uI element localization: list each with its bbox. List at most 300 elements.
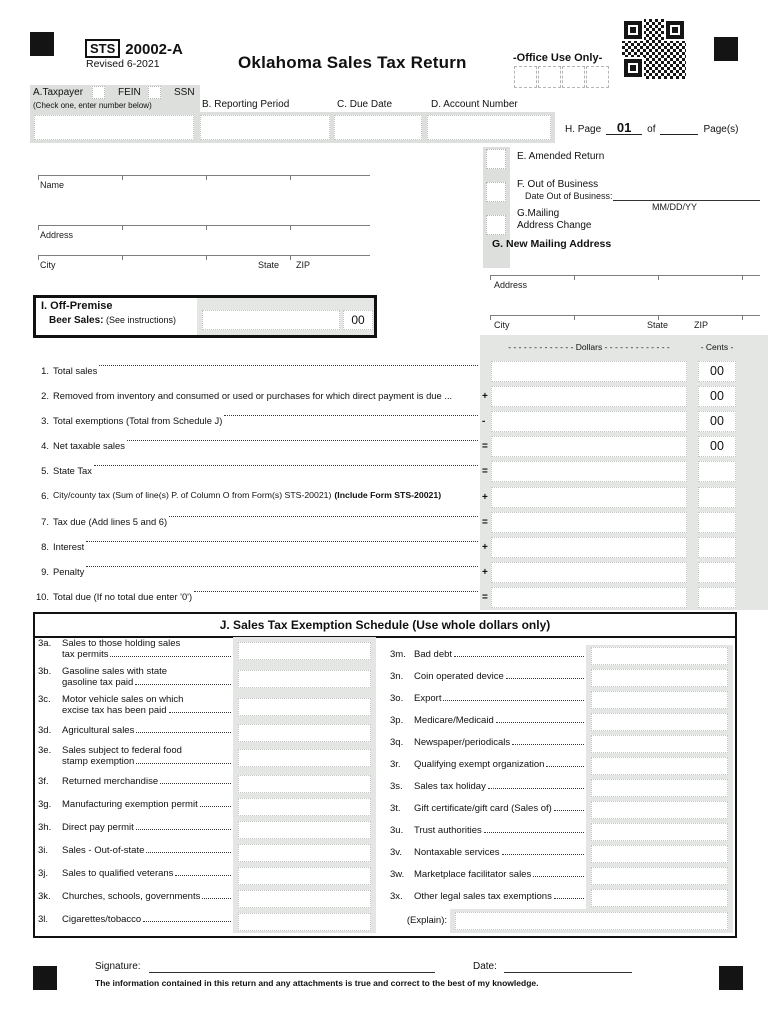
dotted-leader [454,649,584,657]
exemption-row [390,887,733,909]
exemption-text-line2: Marketplace facilitator sales [414,869,532,880]
exemption-label [390,865,586,887]
truth-statement: The information contained in this return and any attachments is true and correct to the best of my knowledge. [95,978,539,988]
exemption-entry-backing [586,755,733,777]
exemption-label [38,818,233,841]
dotted-leader [110,649,231,657]
page-counter [565,121,739,135]
exemption-label [38,693,233,721]
new-state-label: State [647,320,669,330]
exemption-text-line1: Gasoline sales with state [62,666,168,677]
amount-row [32,535,768,560]
dotted-leader [554,891,584,899]
dotted-leader [86,541,478,542]
registration-mark-bottom-right [719,966,743,990]
mailing-change-label-1: G.Mailing [517,208,560,219]
exemption-text-line2: Qualifying exempt organization [414,759,545,770]
cents-header: - Cents - [700,342,734,352]
dollars-cents-header [480,335,768,359]
exemption-text-line2: Cigarettes/tobacco [62,914,142,925]
exemption-number: 3f. [38,776,49,787]
exemption-label [390,689,586,711]
exemption-entry-backing [586,843,733,865]
line-text: Total exemptions (Total from Schedule J) [53,415,223,427]
exemption-number: 3r. [390,759,401,770]
dotted-leader [194,591,478,592]
exemption-entry-backing [233,637,376,665]
amended-return-label: E. Amended Return [517,151,605,162]
exemption-number: 3h. [38,822,52,833]
form-number: 20002-A [125,41,183,58]
exemption-number: 3p. [390,715,404,726]
exemption-row [38,772,376,795]
amount-line-label [32,560,480,585]
line-number: 8. [41,540,49,552]
exemption-amount-input[interactable] [238,775,371,793]
amended-return-checkbox[interactable] [486,149,506,169]
exemption-label [38,864,233,887]
line-text: State Tax [53,465,92,477]
exemption-number: 3i. [38,845,49,856]
exemption-text-line2: Gift certificate/gift card (Sales of) [414,803,552,814]
exemption-number: 3n. [390,671,404,682]
office-use-box[interactable] [538,66,561,88]
exemption-entry-backing [233,772,376,795]
exemption-label [390,755,586,777]
amount-row [32,409,768,434]
amount-table-header [32,335,768,359]
signature-line[interactable] [149,962,435,973]
date-out-line[interactable] [613,190,760,201]
exemption-text-line2: Bad debt [414,649,453,660]
exemption-text-line2: tax permits [62,649,109,660]
amount-row [32,560,768,585]
dotted-leader [136,725,231,733]
city-label: City [40,260,56,270]
dotted-leader [127,440,478,441]
line-text: City/county tax (Sum of line(s) P. of Column O from Form(s) STS-20021) [53,490,332,501]
exemption-number: 3d. [38,725,52,736]
office-use-boxes [514,66,610,88]
line-number: 9. [41,565,49,577]
account-number-label: D. Account Number [431,99,518,110]
line-text: Total due (If no total due enter '0') [53,590,193,602]
check-one-note: (Check one, enter number below) [33,101,152,110]
line-text: Tax due (Add lines 5 and 6) [53,515,168,527]
exemption-amount-input[interactable] [238,913,371,931]
exemption-entry-backing [586,733,733,755]
exemption-entry-backing [233,665,376,693]
exemption-amount-input[interactable] [238,844,371,862]
exemption-amount-input[interactable] [591,669,728,687]
amount-entry [480,434,768,459]
operator-sign: + [482,491,488,503]
exemption-row [38,864,376,887]
cents-input[interactable]: 00 [698,386,736,407]
qr-code [622,19,686,79]
exemption-amount-input[interactable] [591,779,728,797]
dotted-leader [94,465,478,466]
exemption-row [38,721,376,744]
city-state-zip-line[interactable] [38,255,370,260]
amount-line-label [32,409,480,434]
exemption-amount-input[interactable] [238,698,371,716]
exemption-row [38,887,376,910]
exemption-row [390,645,733,667]
dotted-leader [169,516,478,517]
office-use-box[interactable] [562,66,585,88]
new-address-label: Address [494,280,528,290]
exemption-row [390,733,733,755]
cents-input[interactable]: 00 [698,411,736,432]
beer-sales-cents[interactable]: 00 [343,310,373,330]
sts-badge: STS [85,39,120,58]
cents-input[interactable] [698,512,736,533]
cents-input[interactable] [698,537,736,558]
office-use-box[interactable] [514,66,537,88]
dotted-leader [135,677,231,685]
dotted-leader [554,803,584,811]
cents-input[interactable] [698,562,736,583]
exemption-row [38,665,376,693]
taxpayer-label: A.Taxpayer [33,87,84,98]
date-out-row [525,190,760,201]
exemption-text-line2: stamp exemption [62,756,135,767]
exemption-number: 3j. [38,868,49,879]
exemption-amount-input[interactable] [591,823,728,841]
dollar-amount-input[interactable] [491,361,687,382]
amount-row [32,384,768,409]
revised-date: Revised 6-2021 [86,58,160,70]
exemption-amount-input[interactable] [591,647,728,665]
dotted-leader [512,737,584,745]
line-number: 3. [41,415,49,427]
exemption-number: 3l. [38,914,49,925]
exemption-text-line2: Sales tax holiday [414,781,486,792]
dotted-leader [160,776,231,784]
office-use-box[interactable] [586,66,609,88]
off-premise-beer-sales-box [33,295,377,338]
exemption-row [390,843,733,865]
exemption-amount-input[interactable] [238,670,371,688]
exemption-entry-backing [586,711,733,733]
exemption-entry-backing [233,744,376,772]
line-number: 5. [41,465,49,477]
date-label: Date: [473,961,497,972]
exemption-text-line2: gasoline tax paid [62,677,134,688]
dollar-amount-input[interactable] [491,562,687,583]
exemption-text-line2: Export [414,693,442,704]
dollar-amount-input[interactable] [491,587,687,608]
explain-label: (Explain): [406,915,447,926]
amount-line-label [32,434,480,459]
line-text: Total sales [53,365,98,376]
exemption-row [38,841,376,864]
taxpayer-fein-checkbox[interactable] [92,86,105,99]
exemption-number: 3m. [390,649,406,660]
exemption-number: 3x. [390,891,403,902]
exemption-amount-input[interactable] [238,798,371,816]
line-text: Removed from inventory and consumed or used or purchases for which direct payment is due ... [53,390,453,402]
amount-entry [480,459,768,484]
pages-label: Page(s) [703,124,739,135]
date-line[interactable] [504,962,632,973]
out-of-business-checkbox[interactable] [486,182,506,202]
amount-row [32,585,768,610]
dotted-leader [488,781,584,789]
explain-row [390,909,733,933]
exemption-number: 3g. [38,799,52,810]
exemption-amount-input[interactable] [591,735,728,753]
amount-row [32,484,768,509]
dollar-amount-input[interactable] [491,386,687,407]
exemption-number: 3t. [390,803,401,814]
exemption-text-line2: Direct pay permit [62,822,134,833]
exemption-entry-backing [233,841,376,864]
amount-entry [480,585,768,610]
exemption-number: 3e. [38,745,52,756]
new-mailing-address-label: G. New Mailing Address [492,238,612,250]
cents-input[interactable] [698,487,736,508]
exemption-amount-input[interactable] [238,749,371,767]
exemption-number: 3s. [390,781,403,792]
mailing-change-label-2: Address Change [517,220,592,231]
taxpayer-id-input[interactable] [34,115,194,140]
exemption-amount-input[interactable] [591,801,728,819]
amount-line-label [32,359,480,384]
operator-sign: + [482,391,488,403]
line-number: 2. [41,390,49,402]
registration-mark-top-right [714,37,738,61]
dollar-amount-input[interactable] [491,461,687,482]
dotted-leader [546,759,584,767]
exemption-text-line2: Churches, schools, governments [62,891,201,902]
exemption-label [38,910,233,933]
dotted-leader [200,799,231,807]
reporting-period-label: B. Reporting Period [202,99,290,110]
exemption-amount-input[interactable] [591,691,728,709]
exemption-entry-backing [586,799,733,821]
name-line[interactable] [38,175,370,180]
line-number: 7. [41,515,49,527]
exemption-text-line2: Sales to qualified veterans [62,868,174,879]
amount-line-label [32,484,480,509]
amount-line-label [32,585,480,610]
page-count-line[interactable] [660,122,698,135]
exemption-number: 3c. [38,694,51,705]
registration-mark-bottom-left [33,966,57,990]
beer-sales-label [49,315,176,326]
exemption-text-line2: Returned merchandise [62,776,159,787]
cents-input[interactable]: 00 [698,436,736,457]
exemption-label [38,841,233,864]
exemption-text-line2: Sales - Out-of-state [62,845,145,856]
beer-sales-label-bold: Beer Sales: [49,315,104,326]
line-number: 1. [41,365,49,376]
exemption-label [390,843,586,865]
state-label: State [258,260,280,270]
page-title: Oklahoma Sales Tax Return [238,53,467,72]
beer-sales-input[interactable] [202,310,340,330]
registration-mark-top-left [30,32,54,56]
cents-input[interactable] [698,587,736,608]
exemption-row [38,637,376,665]
exemption-amount-input[interactable] [238,890,371,908]
page-value[interactable]: 01 [606,121,642,135]
exemption-text-line2: Coin operated device [414,671,504,682]
exemption-label [38,637,233,665]
exemption-text-line2: excise tax has been paid [62,705,167,716]
dotted-leader [506,671,584,679]
dotted-leader [136,822,231,830]
exemption-label [38,795,233,818]
exemption-schedule-title: J. Sales Tax Exemption Schedule (Use whole dollars only) [35,614,735,638]
line-text: Interest [53,540,85,552]
address-label: Address [40,230,74,240]
exemption-label [38,665,233,693]
dotted-leader [202,891,231,899]
exemption-row [390,711,733,733]
cents-input[interactable] [698,461,736,482]
dollar-amount-input[interactable] [491,487,687,508]
exemption-row [390,799,733,821]
reporting-period-input[interactable] [200,115,330,140]
exemption-entry-backing [586,667,733,689]
operator-sign: = [482,466,488,478]
exemption-amount-input[interactable] [238,867,371,885]
exemption-row [390,667,733,689]
exemption-right-rows [390,645,733,909]
amount-row [32,459,768,484]
exemption-row [38,910,376,933]
exemption-amount-input[interactable] [591,713,728,731]
exemption-number: 3w. [390,869,405,880]
exemption-number: 3b. [38,666,52,677]
dotted-leader [136,756,231,764]
exemption-entry-backing [586,821,733,843]
exemption-row [38,744,376,772]
dotted-leader [533,869,584,877]
operator-sign: + [482,541,488,553]
line-text-bold: (Include Form STS-20021) [334,490,442,501]
zip-label: ZIP [296,260,311,270]
amount-row [32,434,768,459]
exemption-entry-backing [233,693,376,721]
exemption-number: 3k. [38,891,51,902]
new-city-state-zip-line[interactable] [490,315,760,320]
dollar-amount-input[interactable] [491,537,687,558]
exemption-number: 3v. [390,847,402,858]
exemption-amount-input[interactable] [591,845,728,863]
due-date-input[interactable] [334,115,422,140]
operator-sign: + [482,566,488,578]
beer-box-title: I. Off-Premise [41,300,113,312]
line-text: Penalty [53,565,85,577]
exemption-text-line2: Manufacturing exemption permit [62,799,198,810]
exemption-entry-backing [586,645,733,667]
exemption-label [38,744,233,772]
exemption-label [390,733,586,755]
exemption-text-line2: Other legal sales tax exemptions [414,891,552,902]
new-address-line[interactable] [490,275,760,280]
exemption-text-line2: Trust authorities [414,825,482,836]
exemption-amount-input[interactable] [238,642,371,660]
exemption-entry-backing [586,887,733,909]
amount-entry [480,484,768,509]
amount-line-label [32,535,480,560]
amount-entry [480,409,768,434]
exemption-text-line2: Medicare/Medicaid [414,715,494,726]
taxpayer-ssn-checkbox[interactable] [148,86,161,99]
explain-input[interactable] [455,912,728,930]
dotted-leader [224,415,478,416]
exemption-entry-backing [233,910,376,933]
exemption-amount-input[interactable] [591,757,728,775]
exemption-text-line1: Sales to those holding sales [62,638,181,649]
exemption-amount-input[interactable] [238,821,371,839]
dotted-leader [99,365,478,366]
date-format-hint: MM/DD/YY [652,202,697,212]
amount-entry [480,510,768,535]
dotted-leader [146,845,231,853]
exemption-row [38,818,376,841]
exemption-label [390,667,586,689]
exemption-label [38,772,233,795]
line-text: Net taxable sales [53,440,125,452]
dollar-amount-input[interactable] [491,436,687,457]
exemption-row [390,821,733,843]
out-of-business-label: F. Out of Business [517,179,599,190]
amount-line-label [32,459,480,484]
account-number-input[interactable] [427,115,551,140]
exemption-label [390,645,586,667]
operator-sign: = [482,516,488,528]
address-line[interactable] [38,225,370,230]
exemption-entry-backing [233,795,376,818]
cents-input[interactable]: 00 [698,361,736,382]
dotted-leader [175,868,231,876]
amount-line-label [32,384,480,409]
exemption-left-column [38,637,376,933]
line-number: 10. [35,590,49,602]
dotted-leader [443,693,584,701]
exemption-row [390,865,733,887]
dotted-leader [143,914,231,922]
fein-label: FEIN [118,87,141,98]
name-label: Name [40,180,65,190]
exemption-entry-backing [233,864,376,887]
dollars-header: - - - - - - - - - - - - - Dollars - - - - - - - - - - - - - [508,342,670,352]
dollar-amount-input[interactable] [491,512,687,533]
exemption-amount-input[interactable] [591,889,728,907]
dotted-leader [502,847,584,855]
exemption-number: 3q. [390,737,404,748]
amount-row [32,510,768,535]
amount-row [32,359,768,384]
amount-entry [480,535,768,560]
mailing-change-checkbox[interactable] [486,215,506,235]
exemption-row [38,795,376,818]
page-label: H. Page [565,124,602,135]
line-number: 4. [41,440,49,452]
dotted-leader [86,566,478,567]
exemption-number: 3u. [390,825,404,836]
dotted-leader [496,715,584,723]
amount-line-label [32,510,480,535]
dollar-amount-input[interactable] [491,411,687,432]
exemption-amount-input[interactable] [591,867,728,885]
exemption-amount-input[interactable] [238,724,371,742]
